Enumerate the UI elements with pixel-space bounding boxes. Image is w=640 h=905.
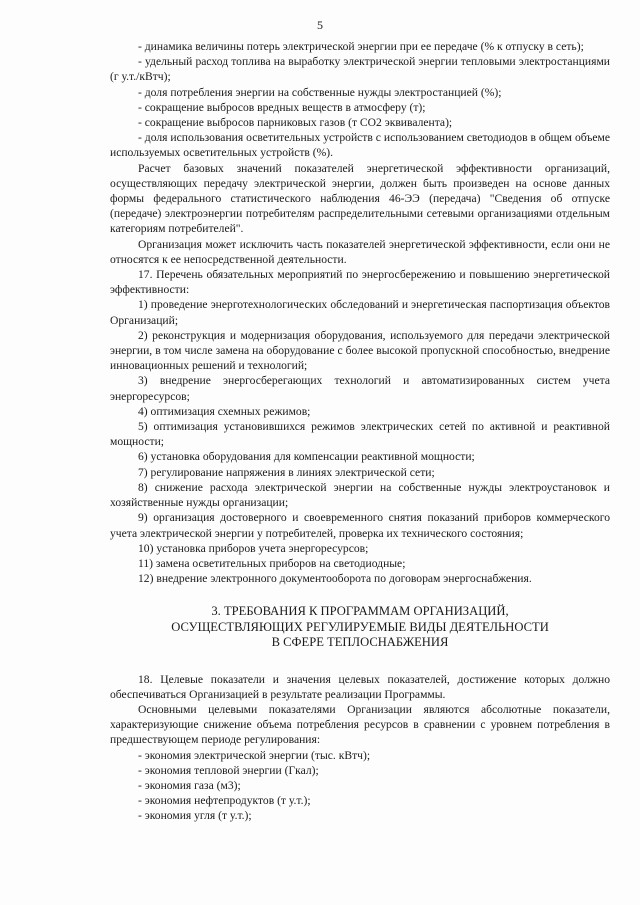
indicator-harmful-emissions: - сокращение выбросов вредных веществ в атмосферу (т); xyxy=(138,100,426,114)
paragraph-exclusion: Организация может исключить часть показателей энергетической эффективности, если они не относятся к ее непосредственной деятельности. xyxy=(110,237,610,266)
page-number: 5 xyxy=(317,18,323,32)
paragraph-baseline-calculation: Расчет базовых значений показателей энергетической эффективности организаций, осуществляющих передачу электрической энергии, должен быть произведен на основе данных формы федерального статистического наблюдения 46-ЭЭ (передача) "Сведения об отпуске (передаче) электроэнергии потребителям распределительными сетевыми организациями отдельным категориям потребителей". xyxy=(110,161,610,236)
indicator-own-needs-share: - доля потребления энергии на собственные нужды электростанцией (%); xyxy=(138,85,502,99)
measure-9: 9) организация достоверного и своевременного снятия показаний приборов коммерческого учета электрической энергии у потребителей, проверка их технического состояния; xyxy=(110,511,610,540)
measure-12: 12) внедрение электронного документооборота по договорам энергоснабжения. xyxy=(138,572,532,586)
target-electricity-savings: - экономия электрической энергии (тыс. кВтч); xyxy=(138,748,371,762)
target-gas-savings: - экономия газа (м3); xyxy=(138,778,241,792)
indicator-greenhouse-emissions: - сокращение выбросов парниковых газов (т СО2 эквивалента); xyxy=(138,116,453,130)
measure-5: 5) оптимизация установившихся режимов электрических сетей по активной и реактивной мощности; xyxy=(110,420,610,449)
indicator-led-share: - доля использования осветительных устройств с использованием светодиодов в общем объеме используемых осветительных устройств (%). xyxy=(110,131,610,160)
section-3-heading xyxy=(110,604,610,650)
measure-1: 1) проведение энерготехнологических обследований и энергетическая паспортизация объектов Организаций; xyxy=(110,298,610,327)
section-heading-line-2: ОСУЩЕСТВЛЯЮЩИХ РЕГУЛИРУЕМЫЕ ВИДЫ ДЕЯТЕЛЬНОСТИ xyxy=(171,619,549,634)
target-coal-savings: - экономия угля (т у.т.); xyxy=(138,809,252,823)
section-heading-line-1: 3. ТРЕБОВАНИЯ К ПРОГРАММАМ ОРГАНИЗАЦИЙ, xyxy=(211,604,509,619)
section-heading-line-3: В СФЕРЕ ТЕПЛОСНАБЖЕНИЯ xyxy=(271,635,449,650)
measure-8: 8) снижение расхода электрической энергии на собственные нужды электроустановок и хозяйственные нужды организации; xyxy=(110,480,610,510)
indicator-loss-dynamics: - динамика величины потерь электрической энергии при ее передаче (% к отпуску в сеть); xyxy=(138,40,584,53)
paragraph-18: 18. Целевые показатели и значения целевых показателей, достижение которых должно обеспечиваться Организацией в результате реализации Программы. xyxy=(110,672,610,701)
measure-4: 4) оптимизация схемных режимов; xyxy=(138,404,311,418)
paragraph-main-targets: Основными целевыми показателями Организации являются абсолютные показатели, характеризующие снижение объема потребления ресурсов в сравнении с уровнем потребления в предшествующем периоде регулирования: xyxy=(110,702,610,747)
target-oil-savings: - экономия нефтепродуктов (т у.т.); xyxy=(138,794,311,808)
measure-2: 2) реконструкция и модернизация оборудования, используемого для передачи электрической энергии, в том числе замена на оборудование с более высокой пропускной способностью, внедрение инновационных решений и технологий; xyxy=(110,328,610,373)
paragraph-17: 17. Перечень обязательных мероприятий по энергосбережению и повышению энергетической эффективности: xyxy=(110,268,610,297)
measure-10: 10) установка приборов учета энергоресурсов; xyxy=(138,541,369,555)
target-heat-savings: - экономия тепловой энергии (Гкал); xyxy=(138,763,319,777)
measure-11: 11) замена осветительных приборов на светодиодные; xyxy=(138,556,406,570)
page-body xyxy=(110,39,610,824)
measure-7: 7) регулирование напряжения в линиях электрической сети; xyxy=(138,465,435,479)
indicator-fuel-rate: - удельный расход топлива на выработку электрической энергии тепловыми электростанциями (г у.т./кВтч); xyxy=(110,55,610,84)
measure-3: 3) внедрение энергосберегающих технологий и автоматизированных систем учета энергоресурсов; xyxy=(110,374,610,403)
measure-6: 6) установка оборудования для компенсации реактивной мощности; xyxy=(138,450,475,464)
